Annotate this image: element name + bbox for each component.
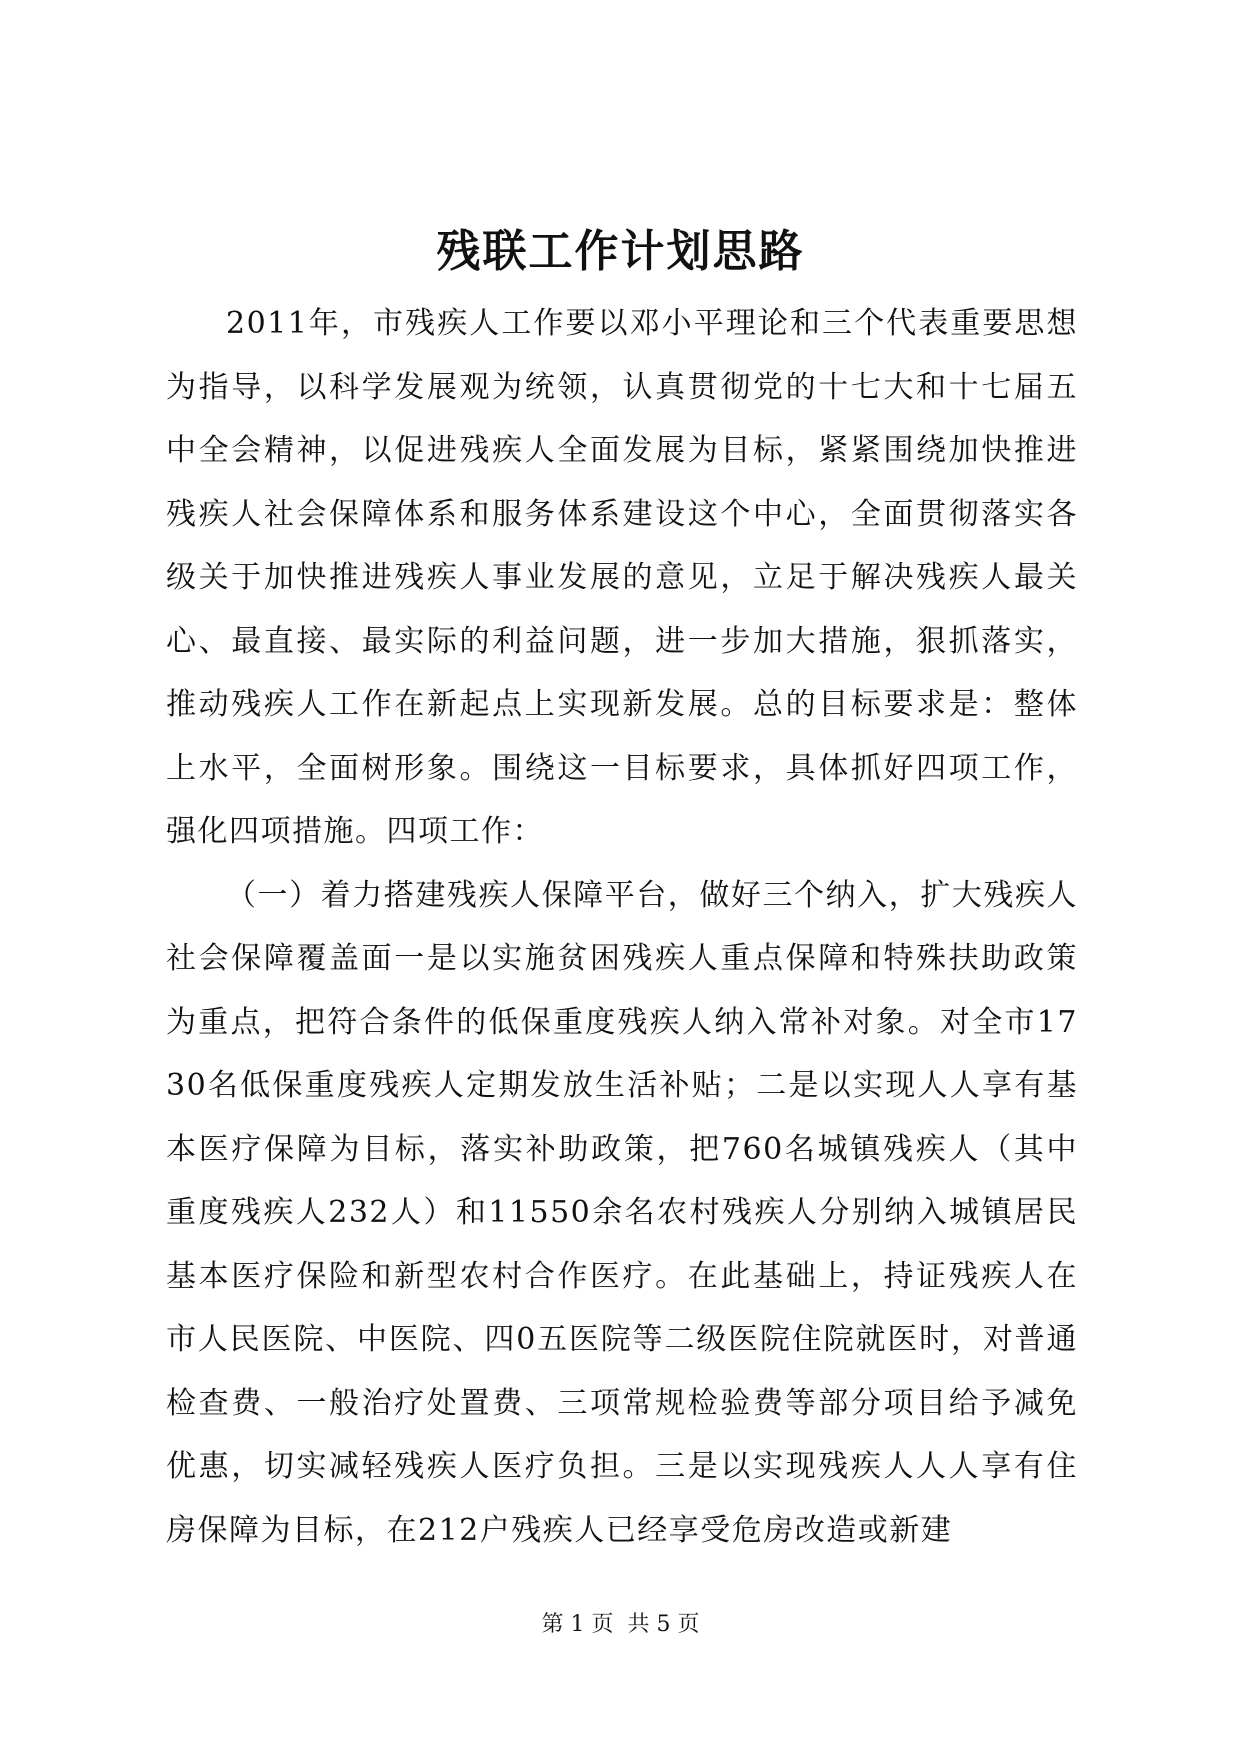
document-title: 残联工作计划思路 — [436, 226, 805, 277]
document-body — [166, 292, 1078, 1562]
page-footer — [0, 1610, 1241, 1640]
paragraph-section-1: （一）着力搭建残疾人保障平台，做好三个纳入，扩大残疾人社会保障覆盖面一是以实施贫困残疾人重点保障和特殊扶助政策为重点，把符合条件的低保重度残疾人纳入常补对象。对全市1730名低保重度残疾人定期发放生活补贴；二是以实现人人享有基本医疗保障为目标，落实补助政策，把760名城镇残疾人（其中重度残疾人232人）和11550余名农村残疾人分别纳入城镇居民基本医疗保险和新型农村合作医疗。在此基础上，持证残疾人在市人民医院、中医院、四0五医院等二级医院住院就医时，对普通检查费、一般治疗处置费、三项常规检验费等部分项目给予减免优惠，切实减轻残疾人医疗负担。三是以实现残疾人人人享有住房保障为目标，在212户残疾人已经享受危房改造或新建 — [166, 877, 1078, 1548]
paragraph-intro: 2011年，市残疾人工作要以邓小平理论和三个代表重要思想为指导，以科学发展观为统领，认真贯彻党的十七大和十七届五中全会精神，以促进残疾人全面发展为目标，紧紧围绕加快推进残疾人社会保障体系和服务体系建设这个中心，全面贯彻落实各级关于加快推进残疾人事业发展的意见，立足于解决残疾人最关心、最直接、最实际的利益问题，进一步加大措施，狠抓落实，推动残疾人工作在新起点上实现新发展。总的目标要求是：整体上水平，全面树形象。围绕这一目标要求，具体抓好四项工作，强化四项措施。四项工作： — [166, 306, 1078, 849]
page-number-label: 第 1 页 共 5 页 — [541, 1612, 700, 1637]
